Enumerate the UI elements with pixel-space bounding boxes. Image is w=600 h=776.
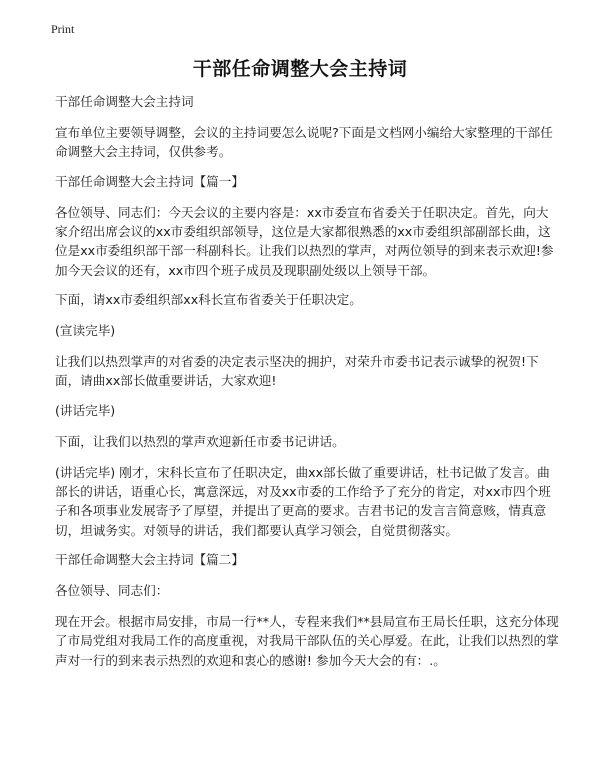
paragraph-note: (讲话完毕) bbox=[55, 403, 116, 419]
paragraph: 下面，请xx市委组织部xx科长宣布省委关于任职决定。 bbox=[55, 292, 362, 308]
paragraph: 各位领导、同志们： bbox=[55, 583, 169, 599]
paragraph-heading: 干部任命调整大会主持词 bbox=[55, 94, 194, 109]
document-body bbox=[55, 92, 560, 680]
paragraph: (讲话完毕) 刚才，宋科长宣布了任职决定，曲xx部长做了重要讲话，杜书记做了发言。曲部长的讲话，语重心长，寓意深远，对及xx市委的工作给予了充分的肯定，对xx市四个班子和各项事业发展寄予了厚望，并提出了更高的要求。吉君书记的发言言简意赅，情真意切，坦诚务实。对领导的讲话，我们都要认真学习领会，自觉贯彻落实。 bbox=[55, 464, 551, 538]
paragraph-note: (宣读完毕) bbox=[55, 323, 116, 339]
paragraph-intro: 宣布单位主要领导调整，会议的主持词要怎么说呢?下面是文档网小编给大家整理的干部任命调整大会主持词，仅供参考。 bbox=[55, 124, 553, 160]
print-link[interactable]: Print bbox=[51, 22, 75, 36]
section-heading-1: 干部任命调整大会主持词【篇一】 bbox=[55, 173, 244, 189]
paragraph: 让我们以热烈掌声的对省委的决定表示坚决的拥护，对荣升市委书记表示诚挚的祝贺!下面，请曲xx部长做重要讲话，大家欢迎! bbox=[55, 353, 539, 389]
paragraph: 下面，让我们以热烈的掌声欢迎新任市委书记讲话。 bbox=[55, 433, 345, 449]
paragraph: 各位领导、同志们：今天会议的主要内容是：xx市委宣布省委关于任职决定。首先，向大家介绍出席会议的xx市委组织部领导，这位是大家都很熟悉的xx市委组织部副部长曲，这位是xx市委组织部干部一科副科长。让我们以热烈的掌声，对两位领导的到来表示欢迎!参加今天会议的还有，xx市四个班子成员及现职副处级以上领导干部。 bbox=[55, 204, 554, 278]
document-title: 干部任命调整大会主持词 bbox=[192, 58, 408, 80]
paragraph: 现在开会。根据市局安排，市局一行**人，专程来我们**县局宣布王局长任职，这充分体现了市局党组对我局工作的高度重视，对我局干部队伍的关心厚爱。在此，让我们以热烈的掌声对一行的到来表示热烈的欢迎和衷心的感谢! 参加今天大会的有：.。 bbox=[55, 613, 559, 668]
section-heading-2: 干部任命调整大会主持词【篇二】 bbox=[55, 552, 244, 568]
